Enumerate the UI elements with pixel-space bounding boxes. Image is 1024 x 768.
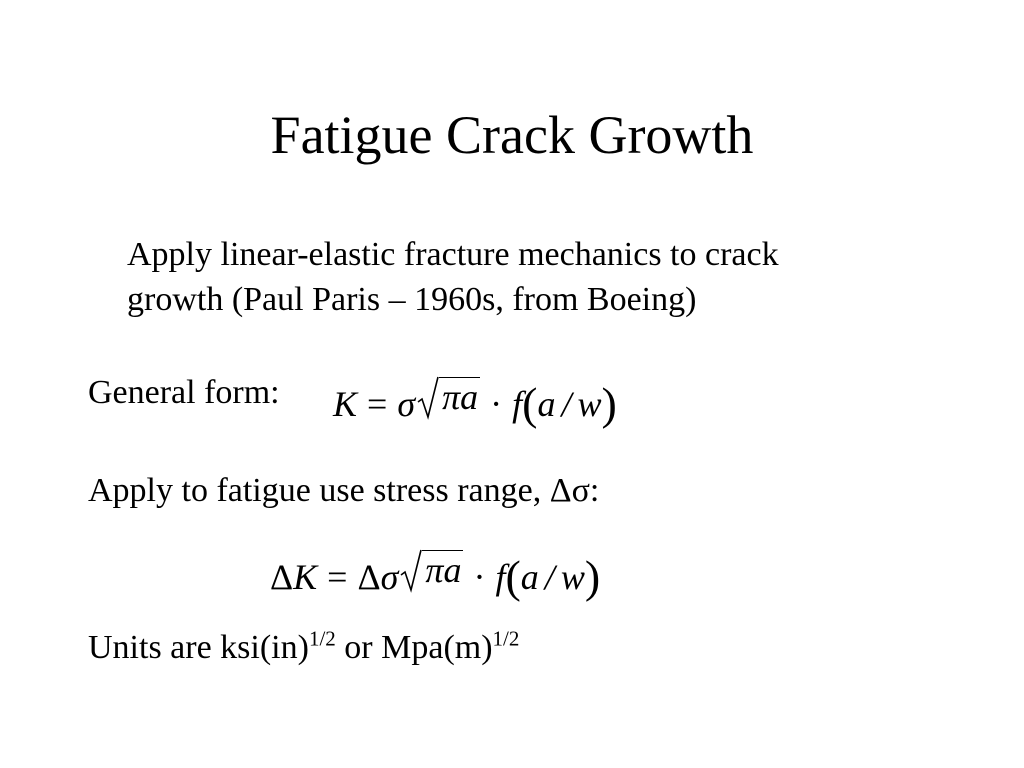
eq2-a2: a — [520, 557, 539, 597]
eq1-a2: a — [537, 384, 556, 424]
general-form-label: General form: — [88, 374, 280, 411]
eq1-w: w — [577, 384, 602, 424]
eq1-pi: π — [442, 377, 461, 417]
eq2-k: K — [293, 557, 318, 597]
general-form-equation — [333, 372, 617, 429]
eq1-sigma: σ — [397, 384, 416, 424]
intro-paragraph — [127, 232, 927, 322]
eq1-square-root — [417, 372, 480, 416]
eq2-equals: = — [327, 557, 348, 597]
eq2-w: w — [560, 557, 585, 597]
radical-sign-icon — [400, 549, 422, 593]
eq2-a: a — [443, 550, 462, 590]
eq2-left-paren: ( — [505, 551, 521, 602]
eq2-delta-k: Δ — [270, 557, 294, 597]
eq2-pi: π — [425, 550, 444, 590]
eq1-radicand — [439, 377, 480, 416]
eq1-right-paren: ) — [601, 378, 617, 429]
intro-line-2: growth (Paul Paris – 1960s, from Boeing) — [127, 281, 697, 318]
units-text — [88, 628, 519, 668]
eq1-slash: / — [561, 384, 572, 424]
fatigue-equation — [270, 545, 601, 602]
eq2-sigma: σ — [380, 557, 399, 597]
eq2-slash: / — [544, 557, 555, 597]
eq1-left-paren: ( — [522, 378, 538, 429]
radical-sign-icon — [417, 376, 439, 420]
eq2-radicand — [422, 550, 463, 589]
eq2-delta-sigma: Δ — [357, 557, 381, 597]
units-prefix: Units are ksi(in) — [88, 629, 309, 666]
eq1-k: K — [333, 384, 358, 424]
eq1-a: a — [460, 377, 479, 417]
eq2-right-paren: ) — [584, 551, 601, 602]
units-middle: or Mpa(m) — [335, 629, 493, 666]
eq1-equals: = — [367, 384, 388, 424]
fatigue-text: Apply to fatigue use stress range, Δσ: — [88, 472, 600, 509]
eq1-f: f — [512, 384, 523, 424]
units-exponent-1: 1/2 — [308, 626, 336, 651]
eq2-dot: · — [473, 557, 486, 597]
eq1-dot: · — [490, 384, 503, 424]
eq2-f: f — [495, 557, 506, 597]
slide-title: Fatigue Crack Growth — [270, 105, 754, 165]
intro-line-1: Apply linear-elastic fracture mechanics to crack — [127, 236, 779, 273]
eq2-square-root — [400, 545, 463, 589]
units-exponent-2: 1/2 — [492, 626, 520, 651]
